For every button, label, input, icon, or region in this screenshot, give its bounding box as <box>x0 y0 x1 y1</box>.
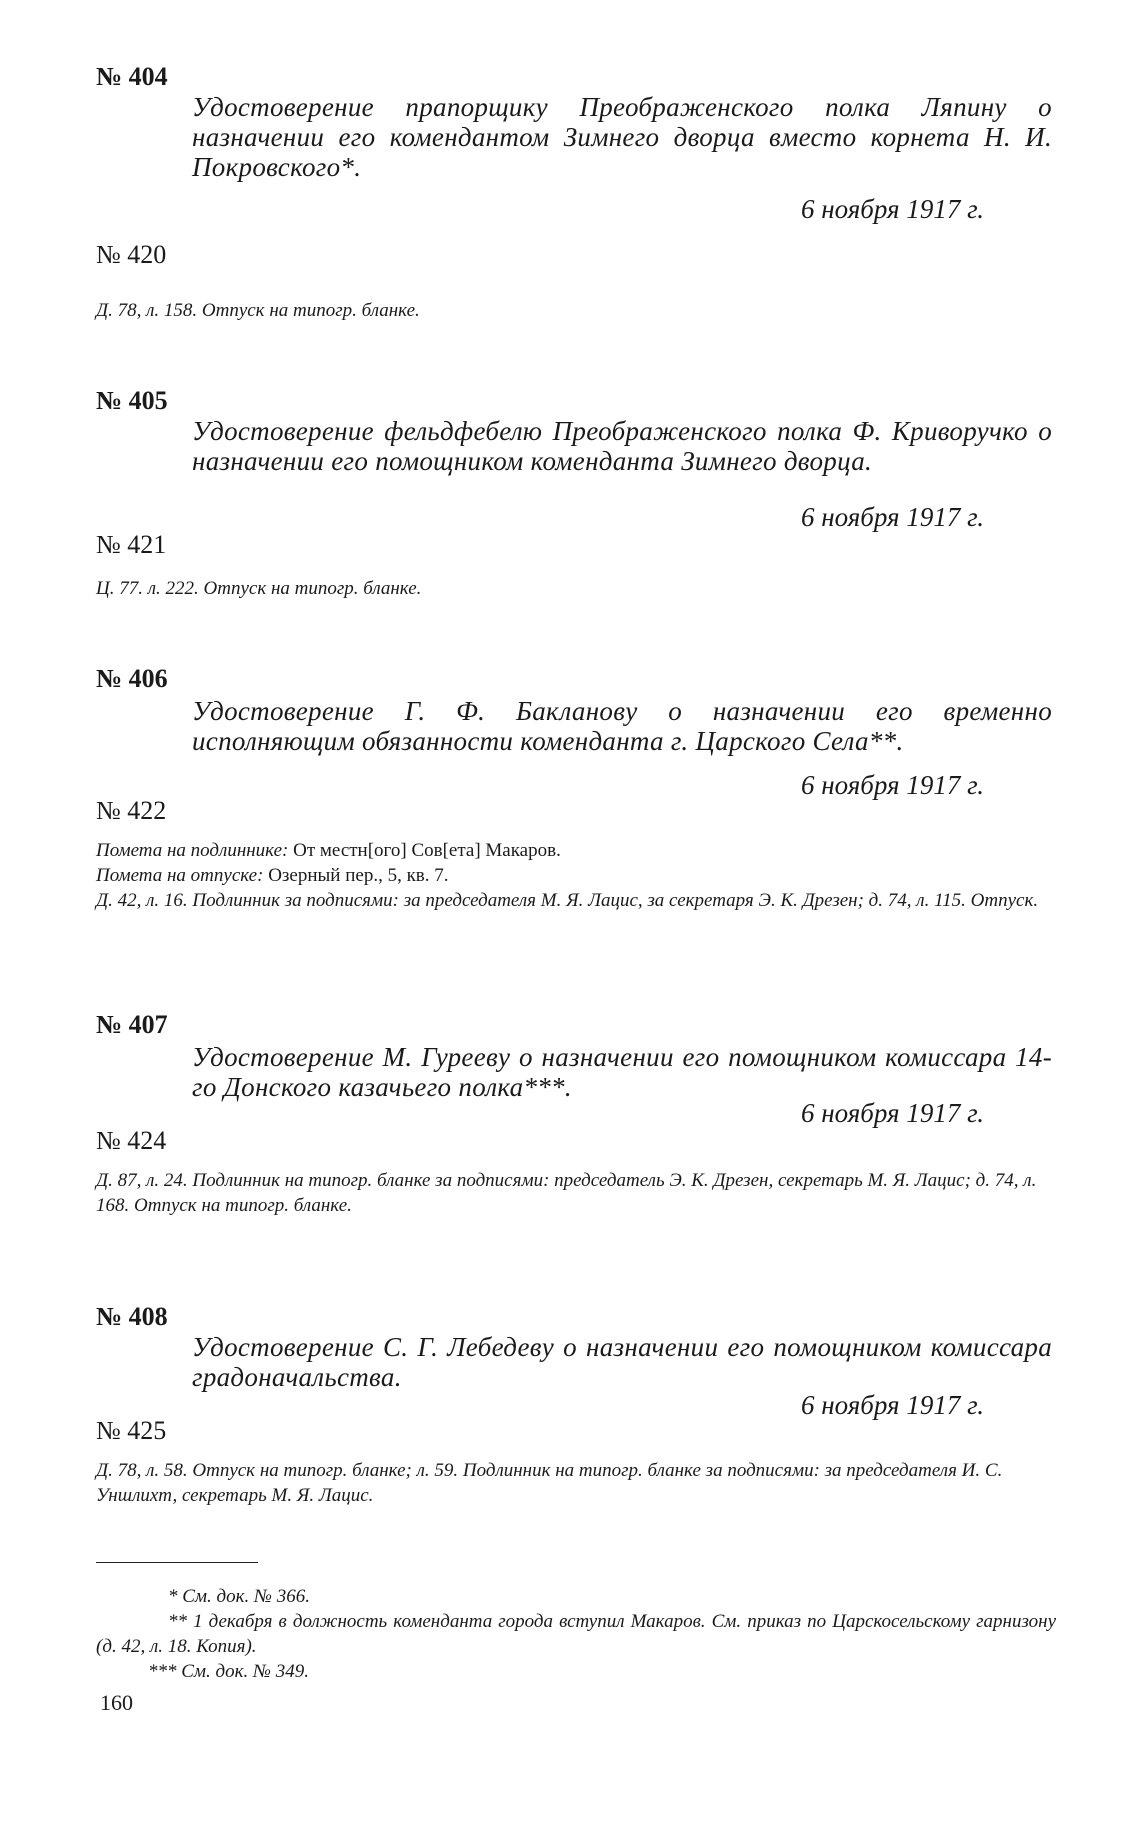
annotation-text: Озерный пер., 5, кв. 7. <box>263 865 449 886</box>
entry-number: № 405 <box>96 386 168 415</box>
footnote-text: См. док. № 349. <box>181 1661 309 1682</box>
entry-sub-number: № 424 <box>96 1126 167 1155</box>
footnote <box>96 1609 1056 1659</box>
archive-note: Ц. 77. л. 222. Отпуск на типогр. бланке. <box>96 578 422 599</box>
entry-sub-number: № 421 <box>96 530 167 559</box>
entry-sub-number: № 420 <box>96 240 167 269</box>
entry-number: № 408 <box>96 1302 168 1331</box>
archive-note: Д. 42, л. 16. Подлинник за подписями: за председателя М. Я. Лацис, за секретаря Э. К. Дрезен; д. 74, л. 115. Отпуск. <box>96 890 1039 911</box>
footnote <box>168 1584 310 1609</box>
entry-sub-number: № 422 <box>96 796 167 825</box>
footnote <box>148 1659 309 1684</box>
entry-date: 6 ноября 1917 г. <box>800 1390 984 1420</box>
entry-title: Удостоверение М. Гурееву о назначении его помощником комиссара 14-го Донского казачьего полка***. <box>192 1042 1052 1102</box>
entry-title: Удостоверение фельдфебелю Преображенского полка Ф. Криворучко о назначении его помощником коменданта Зимнего дворца. <box>192 416 1052 476</box>
annotation-copy <box>96 863 1056 888</box>
annotation-label: Помета на подлиннике: <box>96 840 289 861</box>
footnote-mark: ** <box>168 1611 187 1632</box>
archive-note: Д. 78, л. 158. Отпуск на типогр. бланке. <box>96 300 420 321</box>
entry-date: 6 ноября 1917 г. <box>800 770 984 800</box>
archive-note: Д. 78, л. 58. Отпуск на типогр. бланке; л. 59. Подлинник на типогр. бланке за подписями: за председателя И. С. Уншлихт, секретарь М. Я. Лацис. <box>96 1460 1003 1506</box>
entry-sub-number: № 425 <box>96 1416 167 1445</box>
entry-number: № 407 <box>96 1010 168 1039</box>
annotation-label: Помета на отпуске: <box>96 865 264 886</box>
footnote-text: 1 декабря в должность коменданта города вступил Макаров. См. приказ по Царскосельскому гарнизону (д. 42, л. 18. Копия). <box>96 1611 1056 1657</box>
entry-number: № 404 <box>96 62 168 91</box>
entry-title: Удостоверение Г. Ф. Бакланову о назначении его временно исполняющим обязанности коменданта г. Царского Села**. <box>192 696 1052 756</box>
entry-date: 6 ноября 1917 г. <box>800 194 984 224</box>
annotation-text: От местн[ого] Сов[ета] Макаров. <box>288 840 561 861</box>
footnote-mark: * <box>168 1586 178 1607</box>
page-number: 160 <box>100 1690 133 1715</box>
entry-date: 6 ноября 1917 г. <box>800 502 984 532</box>
footnote-text: См. док. № 366. <box>182 1586 310 1607</box>
annotation-original <box>96 838 1056 863</box>
entry-number: № 406 <box>96 664 168 693</box>
entry-title: Удостоверение С. Г. Лебедеву о назначении его помощником комиссара градоначальства. <box>192 1332 1052 1392</box>
footnote-divider <box>96 1562 258 1563</box>
entry-date: 6 ноября 1917 г. <box>800 1098 984 1128</box>
footnote-mark: *** <box>148 1661 177 1682</box>
archive-note: Д. 87, л. 24. Подлинник на типогр. бланке за подписями: председатель Э. К. Дрезен, секретарь М. Я. Лацис; д. 74, л. 168. Отпуск на типогр. бланке. <box>96 1170 1037 1216</box>
entry-title: Удостоверение прапорщику Преображенского полка Ляпину о назначении его комендантом Зимнего дворца вместо корнета Н. И. Покровского*. <box>192 92 1052 182</box>
